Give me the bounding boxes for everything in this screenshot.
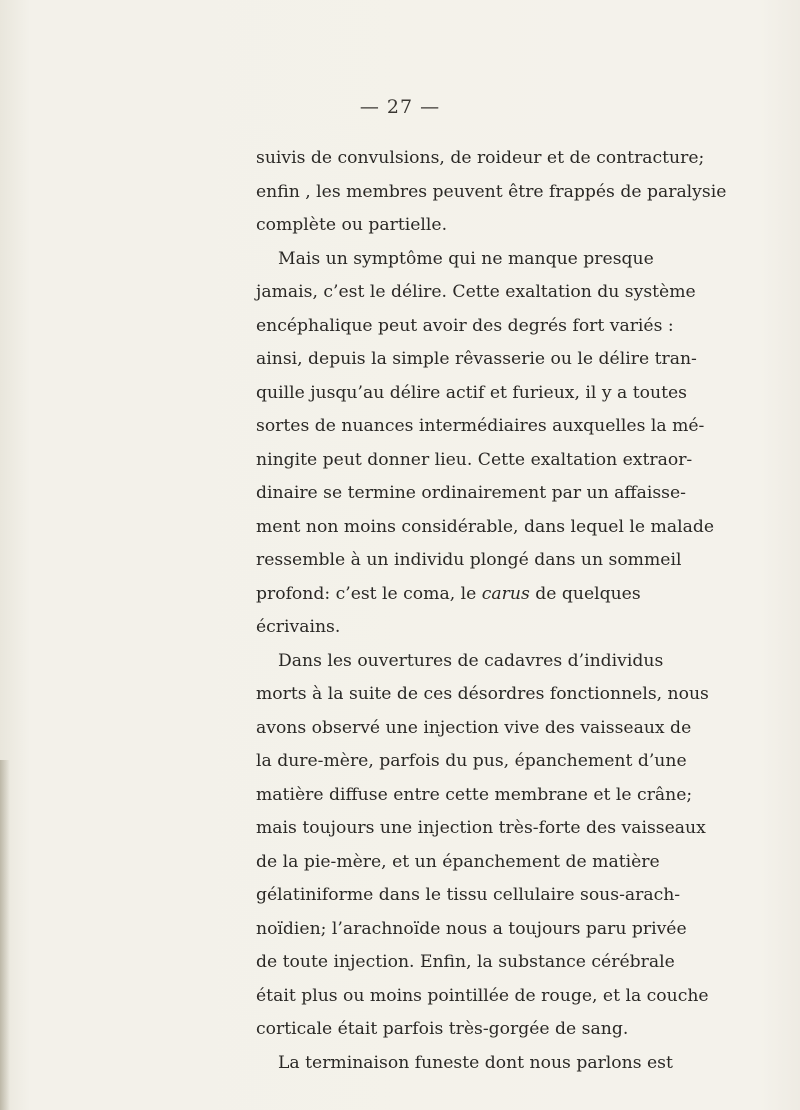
text-line-with-italic bbox=[256, 578, 641, 612]
page-number: — 27 — bbox=[359, 96, 441, 118]
text-line: ment non moins considérable, dans lequel le malade bbox=[256, 516, 715, 537]
text-line: encéphalique peut avoir des degrés fort variés : bbox=[256, 315, 674, 336]
text-line: ainsi, depuis la simple rêvasserie ou le délire tran- bbox=[256, 349, 697, 369]
italic-term: carus bbox=[481, 583, 530, 604]
text-line: dinaire se termine ordinairement par un affaisse- bbox=[256, 483, 686, 503]
text-line: Mais un symptôme qui ne manque presque bbox=[278, 248, 654, 269]
text-line: sortes de nuances intermédiaires auxquelles la mé- bbox=[256, 416, 705, 436]
text-line: de la pie-mère, et un épanchement de matière bbox=[256, 851, 660, 872]
text-line: noïdien; l’arachnoïde nous a toujours paru privée bbox=[256, 918, 687, 939]
page-binding-shadow bbox=[0, 760, 10, 1110]
text-line: gélatiniforme dans le tissu cellulaire sous-arach- bbox=[256, 885, 681, 905]
text-segment: de quelques bbox=[535, 583, 641, 604]
text-line: suivis de convulsions, de roideur et de contracture; bbox=[256, 148, 705, 168]
text-line: avons observé une injection vive des vaisseaux de bbox=[256, 717, 692, 738]
text-line: matière diffuse entre cette membrane et le crâne; bbox=[256, 784, 693, 805]
text-line: quille jusqu’au délire actif et furieux, il y a toutes bbox=[256, 382, 687, 403]
text-line: mais toujours une injection très-forte des vaisseaux bbox=[256, 818, 706, 838]
text-line: corticale était parfois très-gorgée de sang. bbox=[256, 1019, 629, 1039]
text-line: jamais, c’est le délire. Cette exaltation du système bbox=[256, 282, 696, 302]
text-line: morts à la suite de ces désordres fonctionnels, nous bbox=[256, 684, 709, 704]
text-line: Dans les ouvertures de cadavres d’individus bbox=[278, 650, 664, 671]
text-line: la dure-mère, parfois du pus, épanchement d’une bbox=[256, 751, 687, 771]
text-segment: profond: c’est le coma, le bbox=[256, 583, 477, 604]
text-line: enfin , les membres peuvent être frappés de paralysie bbox=[256, 181, 727, 202]
body-text bbox=[256, 142, 727, 1080]
text-line: de toute injection. Enfin, la substance cérébrale bbox=[256, 952, 675, 972]
text-line: ressemble à un individu plongé dans un sommeil bbox=[256, 550, 682, 570]
text-line: écrivains. bbox=[256, 617, 341, 637]
text-line: La terminaison funeste dont nous parlons est bbox=[278, 1052, 673, 1073]
text-line: ningite peut donner lieu. Cette exaltation extraor- bbox=[256, 449, 693, 470]
text-line: complète ou partielle. bbox=[256, 215, 448, 235]
text-line: était plus ou moins pointillée de rouge, et la couche bbox=[256, 985, 709, 1006]
